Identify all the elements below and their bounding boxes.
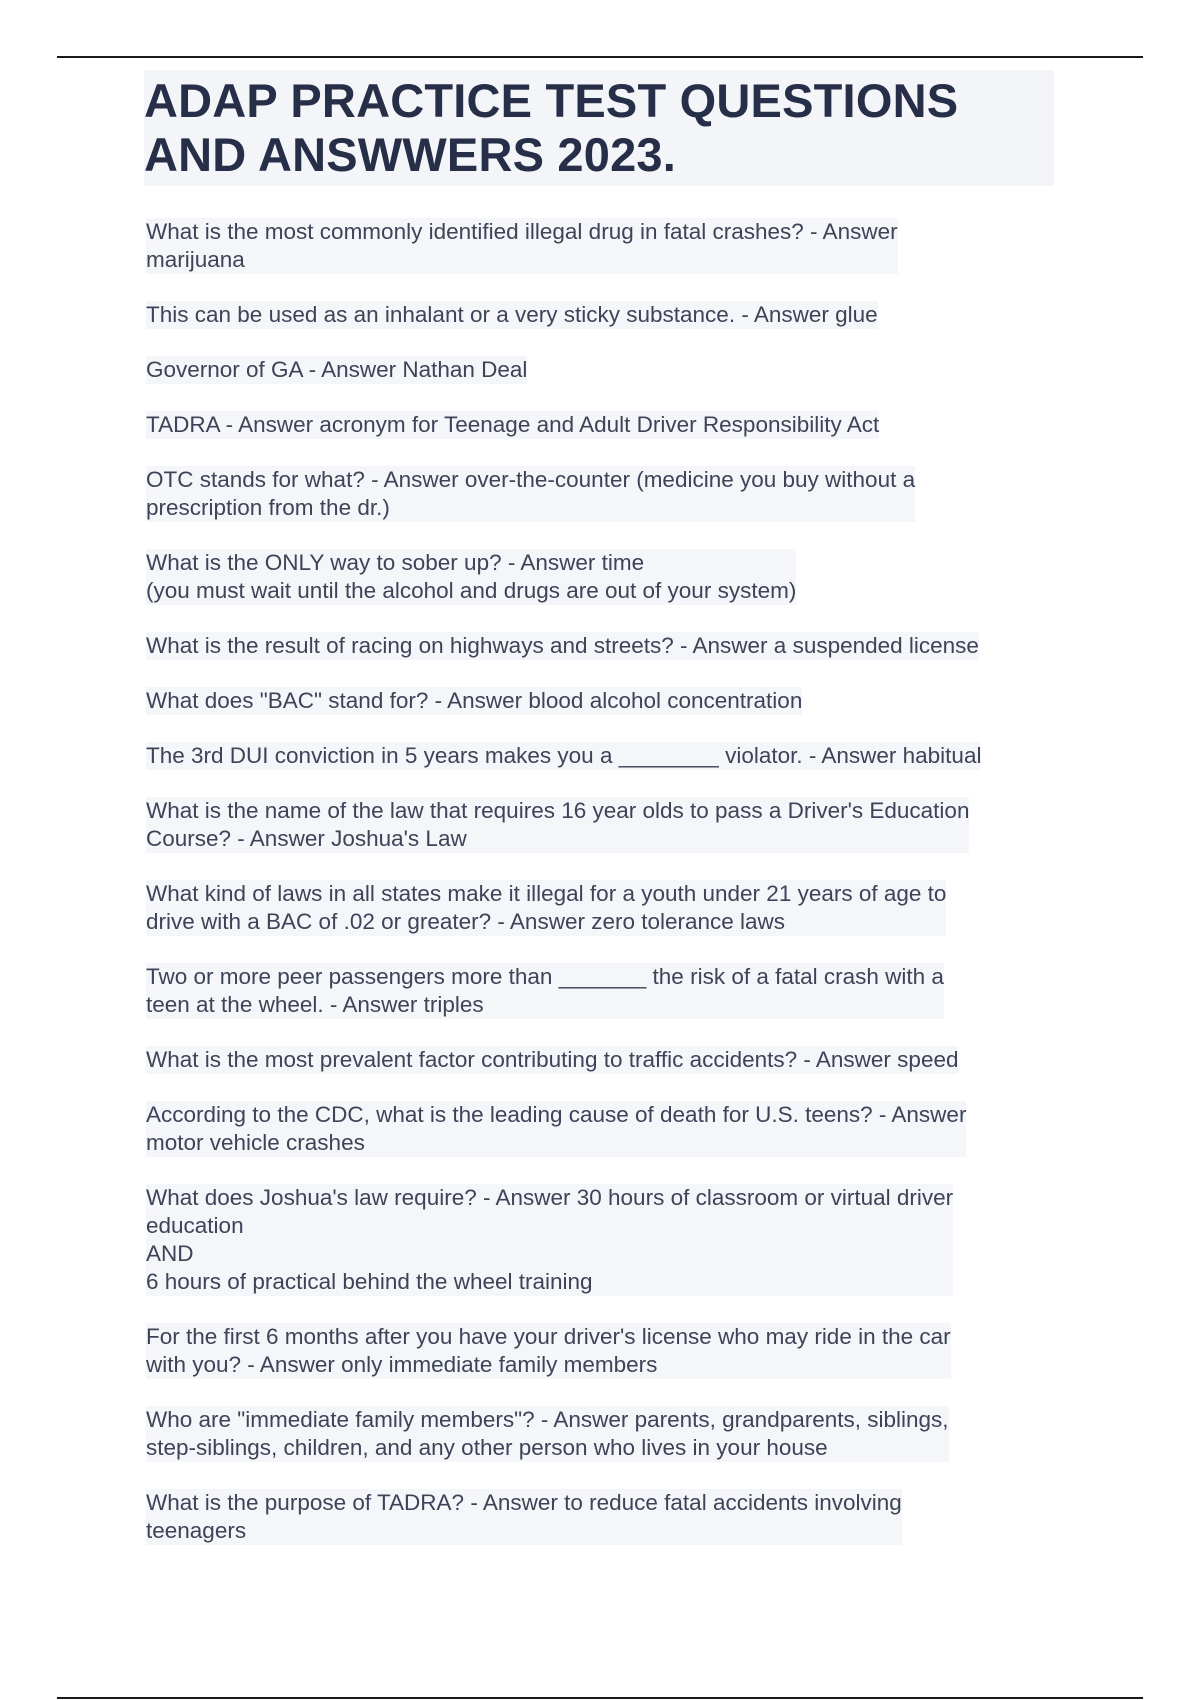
qa-item: Who are "immediate family members"? - Answer parents, grandparents, siblings, step-siblings, children, and any other person who lives in your house <box>146 1407 949 1460</box>
qa-item: This can be used as an inhalant or a very sticky substance. - Answer glue <box>146 302 878 327</box>
title-line-1: ADAP PRACTICE TEST QUESTIONS <box>144 74 959 127</box>
qa-item: What is the most commonly identified illegal drug in fatal crashes? - Answer marijuana <box>146 219 898 272</box>
qa-item: For the first 6 months after you have your driver's license who may ride in the car with you? - Answer only immediate family members <box>146 1324 951 1377</box>
qa-item: Governor of GA - Answer Nathan Deal <box>146 357 528 382</box>
qa-item: What kind of laws in all states make it illegal for a youth under 21 years of age to drive with a BAC of .02 or greater? - Answer zero tolerance laws <box>146 881 947 934</box>
top-rule <box>57 56 1143 58</box>
qa-item: What does Joshua's law require? - Answer 30 hours of classroom or virtual driver education AND 6 hours of practical behind the wheel training <box>146 1185 954 1294</box>
qa-item: What is the ONLY way to sober up? - Answer time (you must wait until the alcohol and drugs are out of your system) <box>146 550 797 603</box>
qa-item: What is the name of the law that requires 16 year olds to pass a Driver's Education Course? - Answer Joshua's Law <box>146 798 970 851</box>
qa-item: What is the most prevalent factor contributing to traffic accidents? - Answer speed <box>146 1047 959 1072</box>
qa-item: What does "BAC" stand for? - Answer blood alcohol concentration <box>146 688 803 713</box>
qa-item: The 3rd DUI conviction in 5 years makes you a ________ violator. - Answer habitual <box>146 743 982 768</box>
qa-item: Two or more peer passengers more than _______ the risk of a fatal crash with a teen at the wheel. - Answer triples <box>146 964 944 1017</box>
bottom-rule <box>57 1697 1143 1699</box>
qa-item: According to the CDC, what is the leading cause of death for U.S. teens? - Answer motor vehicle crashes <box>146 1102 967 1155</box>
document-body <box>146 70 1056 1572</box>
qa-item: What is the result of racing on highways and streets? - Answer a suspended license <box>146 633 979 658</box>
document-title <box>144 70 1054 186</box>
title-line-2: AND ANSWWERS 2023. <box>144 128 677 181</box>
qa-item: TADRA - Answer acronym for Teenage and Adult Driver Responsibility Act <box>146 412 880 437</box>
qa-item: OTC stands for what? - Answer over-the-counter (medicine you buy without a prescription from the dr.) <box>146 467 916 520</box>
qa-item: What is the purpose of TADRA? - Answer to reduce fatal accidents involving teenagers <box>146 1490 902 1543</box>
